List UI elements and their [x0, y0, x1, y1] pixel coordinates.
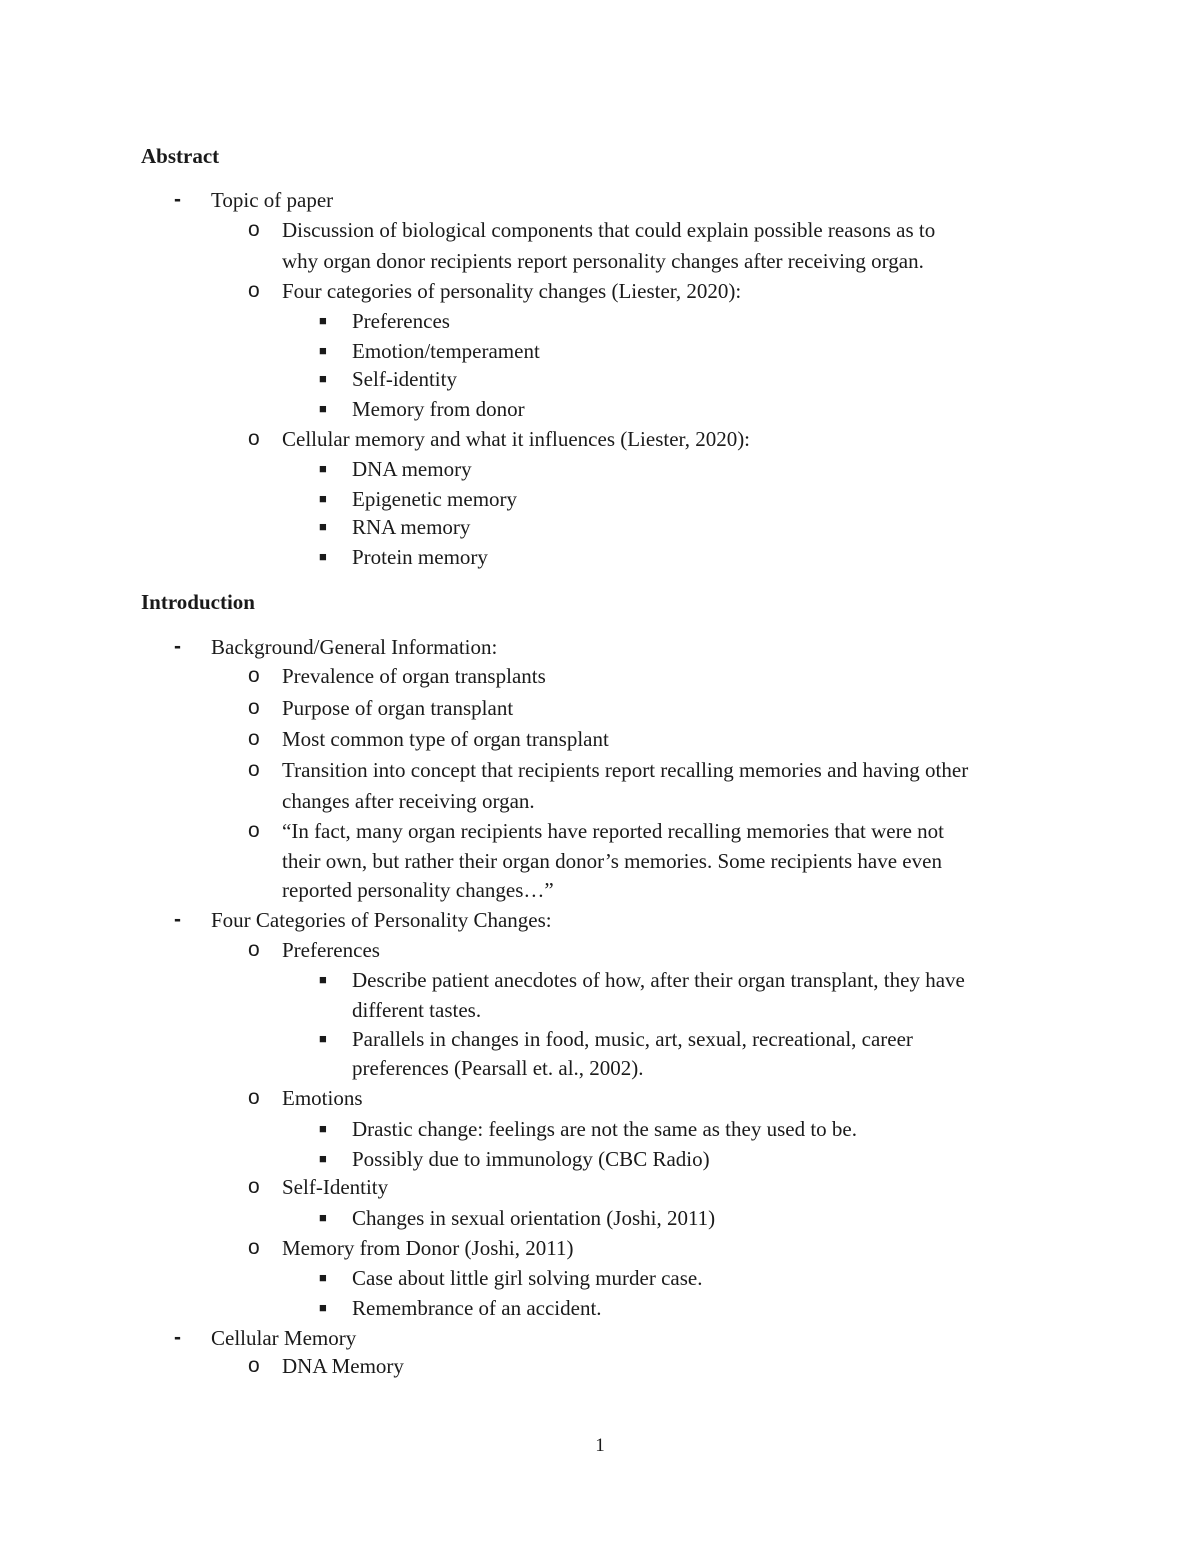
outline-item: Changes in sexual orientation (Joshi, 2011) — [352, 1206, 716, 1230]
square-bullet: ■ — [319, 1270, 327, 1285]
square-bullet: ■ — [319, 1210, 327, 1225]
outline-item: Emotions — [282, 1086, 363, 1110]
square-bullet: ■ — [319, 972, 327, 987]
outline-item: Four categories of personality changes (Liester, 2020): — [282, 279, 742, 303]
outline-item: Preferences — [352, 309, 450, 333]
square-bullet: ■ — [319, 313, 327, 328]
outline-item: Self-identity — [352, 367, 457, 391]
outline-item: Topic of paper — [211, 188, 334, 212]
square-bullet: ■ — [319, 401, 327, 416]
outline-item: DNA memory — [352, 457, 472, 481]
square-bullet: ■ — [319, 1300, 327, 1315]
circle-bullet: o — [248, 758, 260, 781]
circle-bullet: o — [248, 664, 260, 687]
circle-bullet: o — [248, 1354, 260, 1377]
outline-item: Preferences — [282, 938, 380, 962]
square-bullet: ■ — [319, 519, 327, 534]
outline-item: Cellular memory and what it influences (Liester, 2020): — [282, 427, 751, 451]
outline-item: Remembrance of an accident. — [352, 1296, 602, 1320]
square-bullet: ■ — [319, 1151, 327, 1166]
circle-bullet: o — [248, 279, 260, 302]
outline-item-continuation: changes after receiving organ. — [282, 789, 535, 813]
square-bullet: ■ — [319, 343, 327, 358]
outline-item-continuation: preferences (Pearsall et. al., 2002). — [352, 1056, 644, 1080]
square-bullet: ■ — [319, 371, 327, 386]
abstract-heading: Abstract — [141, 144, 220, 168]
outline-item-continuation: different tastes. — [352, 998, 482, 1022]
dash-bullet: - — [174, 635, 181, 658]
outline-item: Prevalence of organ transplants — [282, 664, 546, 688]
dash-bullet: - — [174, 188, 181, 211]
square-bullet: ■ — [319, 1031, 327, 1046]
outline-item: Self-Identity — [282, 1175, 389, 1199]
outline-item: Memory from donor — [352, 397, 525, 421]
circle-bullet: o — [248, 1236, 260, 1259]
outline-item: “In fact, many organ recipients have reported recalling memories that were not — [282, 819, 945, 843]
square-bullet: ■ — [319, 549, 327, 564]
circle-bullet: o — [248, 938, 260, 961]
outline-item-continuation: their own, but rather their organ donor’s memories. Some recipients have even — [282, 849, 942, 873]
square-bullet: ■ — [319, 1121, 327, 1136]
outline-item: Parallels in changes in food, music, art, sexual, recreational, career — [352, 1027, 913, 1051]
circle-bullet: o — [248, 427, 260, 450]
circle-bullet: o — [248, 696, 260, 719]
outline-item: Drastic change: feelings are not the same as they used to be. — [352, 1117, 857, 1141]
circle-bullet: o — [248, 1086, 260, 1109]
outline-item: Epigenetic memory — [352, 487, 518, 511]
outline-item-continuation: why organ donor recipients report personality changes after receiving organ. — [282, 249, 924, 273]
outline-item: Four Categories of Personality Changes: — [211, 908, 552, 932]
outline-item: DNA Memory — [282, 1354, 404, 1378]
outline-item: Most common type of organ transplant — [282, 727, 609, 751]
introduction-heading: Introduction — [141, 590, 255, 614]
circle-bullet: o — [248, 218, 260, 241]
outline-item-continuation: reported personality changes…” — [282, 878, 554, 902]
circle-bullet: o — [248, 1175, 260, 1198]
page-number: 1 — [595, 1435, 605, 1456]
outline-item: Background/General Information: — [211, 635, 498, 659]
outline-item: Possibly due to immunology (CBC Radio) — [352, 1147, 710, 1171]
square-bullet: ■ — [319, 491, 327, 506]
outline-item: Memory from Donor (Joshi, 2011) — [282, 1236, 574, 1260]
square-bullet: ■ — [319, 461, 327, 476]
outline-item: Case about little girl solving murder case. — [352, 1266, 703, 1290]
outline-item: Cellular Memory — [211, 1326, 357, 1350]
outline-item: Discussion of biological components that could explain possible reasons as to — [282, 218, 936, 242]
outline-item: Purpose of organ transplant — [282, 696, 514, 720]
dash-bullet: - — [174, 1326, 181, 1349]
outline-item: Protein memory — [352, 545, 488, 569]
circle-bullet: o — [248, 727, 260, 750]
outline-item: RNA memory — [352, 515, 471, 539]
outline-item: Describe patient anecdotes of how, after their organ transplant, they have — [352, 968, 965, 992]
outline-item: Emotion/temperament — [352, 339, 540, 363]
outline-item: Transition into concept that recipients report recalling memories and having other — [282, 758, 969, 782]
dash-bullet: - — [174, 908, 181, 931]
circle-bullet: o — [248, 819, 260, 842]
